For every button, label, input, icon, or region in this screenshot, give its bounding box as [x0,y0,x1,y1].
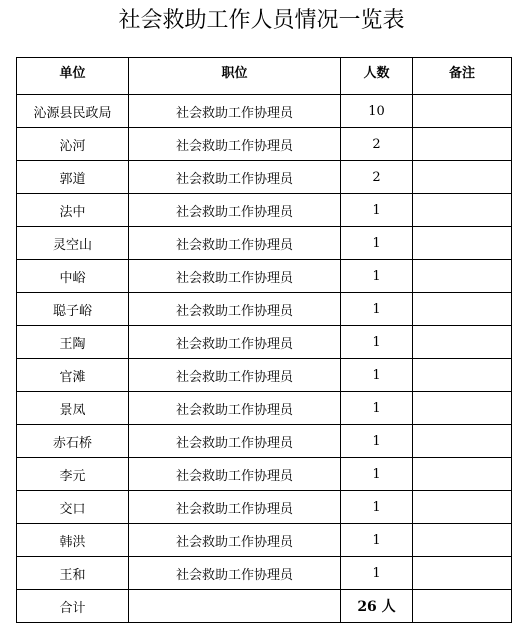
row-note [413,458,512,491]
table-header-row [17,58,512,95]
row-unit: 沁源县民政局 [17,95,129,128]
row-count: 1 [341,392,413,425]
total-count: 26 人 [341,590,413,623]
row-position: 社会救助工作协理员 [129,524,341,557]
total-label: 合计 [17,590,129,623]
row-count: 1 [341,458,413,491]
row-position: 社会救助工作协理员 [129,458,341,491]
row-unit: 灵空山 [17,227,129,260]
row-position: 社会救助工作协理员 [129,161,341,194]
total-note [413,590,512,623]
row-position: 社会救助工作协理员 [129,293,341,326]
row-position: 社会救助工作协理员 [129,95,341,128]
row-note [413,161,512,194]
row-position: 社会救助工作协理员 [129,227,341,260]
row-count: 1 [341,359,413,392]
row-unit: 赤石桥 [17,425,129,458]
table-row [17,458,512,491]
table-row [17,95,512,128]
row-note [413,293,512,326]
row-count: 1 [341,260,413,293]
header-count: 人数 [341,58,413,95]
row-count: 1 [341,524,413,557]
table-row [17,260,512,293]
table-row [17,326,512,359]
table-row [17,227,512,260]
row-unit: 王和 [17,557,129,590]
total-position [129,590,341,623]
row-position: 社会救助工作协理员 [129,194,341,227]
row-position: 社会救助工作协理员 [129,359,341,392]
row-position: 社会救助工作协理员 [129,128,341,161]
header-note: 备注 [413,58,512,95]
table-row [17,161,512,194]
row-count: 1 [341,227,413,260]
row-note [413,260,512,293]
row-count: 1 [341,425,413,458]
row-position: 社会救助工作协理员 [129,260,341,293]
row-note [413,326,512,359]
total-row [17,590,512,623]
row-note [413,128,512,161]
table-row [17,425,512,458]
row-unit: 官滩 [17,359,129,392]
table-row [17,491,512,524]
row-count: 1 [341,491,413,524]
row-unit: 交口 [17,491,129,524]
row-unit: 郭道 [17,161,129,194]
row-unit: 李元 [17,458,129,491]
row-note [413,524,512,557]
row-note [413,95,512,128]
page-title: 社会救助工作人员情况一览表 [118,8,405,33]
row-count: 10 [341,95,413,128]
row-unit: 中峪 [17,260,129,293]
row-count: 1 [341,557,413,590]
row-unit: 韩洪 [17,524,129,557]
row-count: 1 [341,326,413,359]
table-row [17,194,512,227]
row-position: 社会救助工作协理员 [129,326,341,359]
table-row [17,359,512,392]
row-count: 1 [341,293,413,326]
row-unit: 王陶 [17,326,129,359]
row-count: 1 [341,194,413,227]
row-unit: 沁河 [17,128,129,161]
staff-table [16,57,512,623]
table-row [17,293,512,326]
row-unit: 聪子峪 [17,293,129,326]
row-position: 社会救助工作协理员 [129,425,341,458]
row-note [413,425,512,458]
table-row [17,557,512,590]
row-position: 社会救助工作协理员 [129,557,341,590]
row-unit: 法中 [17,194,129,227]
row-count: 2 [341,128,413,161]
header-unit: 单位 [17,58,129,95]
table-row [17,392,512,425]
row-note [413,491,512,524]
row-note [413,359,512,392]
row-unit: 景凤 [17,392,129,425]
row-position: 社会救助工作协理员 [129,392,341,425]
row-note [413,557,512,590]
table-row [17,524,512,557]
row-note [413,392,512,425]
row-note [413,227,512,260]
header-position: 职位 [129,58,341,95]
row-count: 2 [341,161,413,194]
row-position: 社会救助工作协理员 [129,491,341,524]
table-row [17,128,512,161]
row-note [413,194,512,227]
